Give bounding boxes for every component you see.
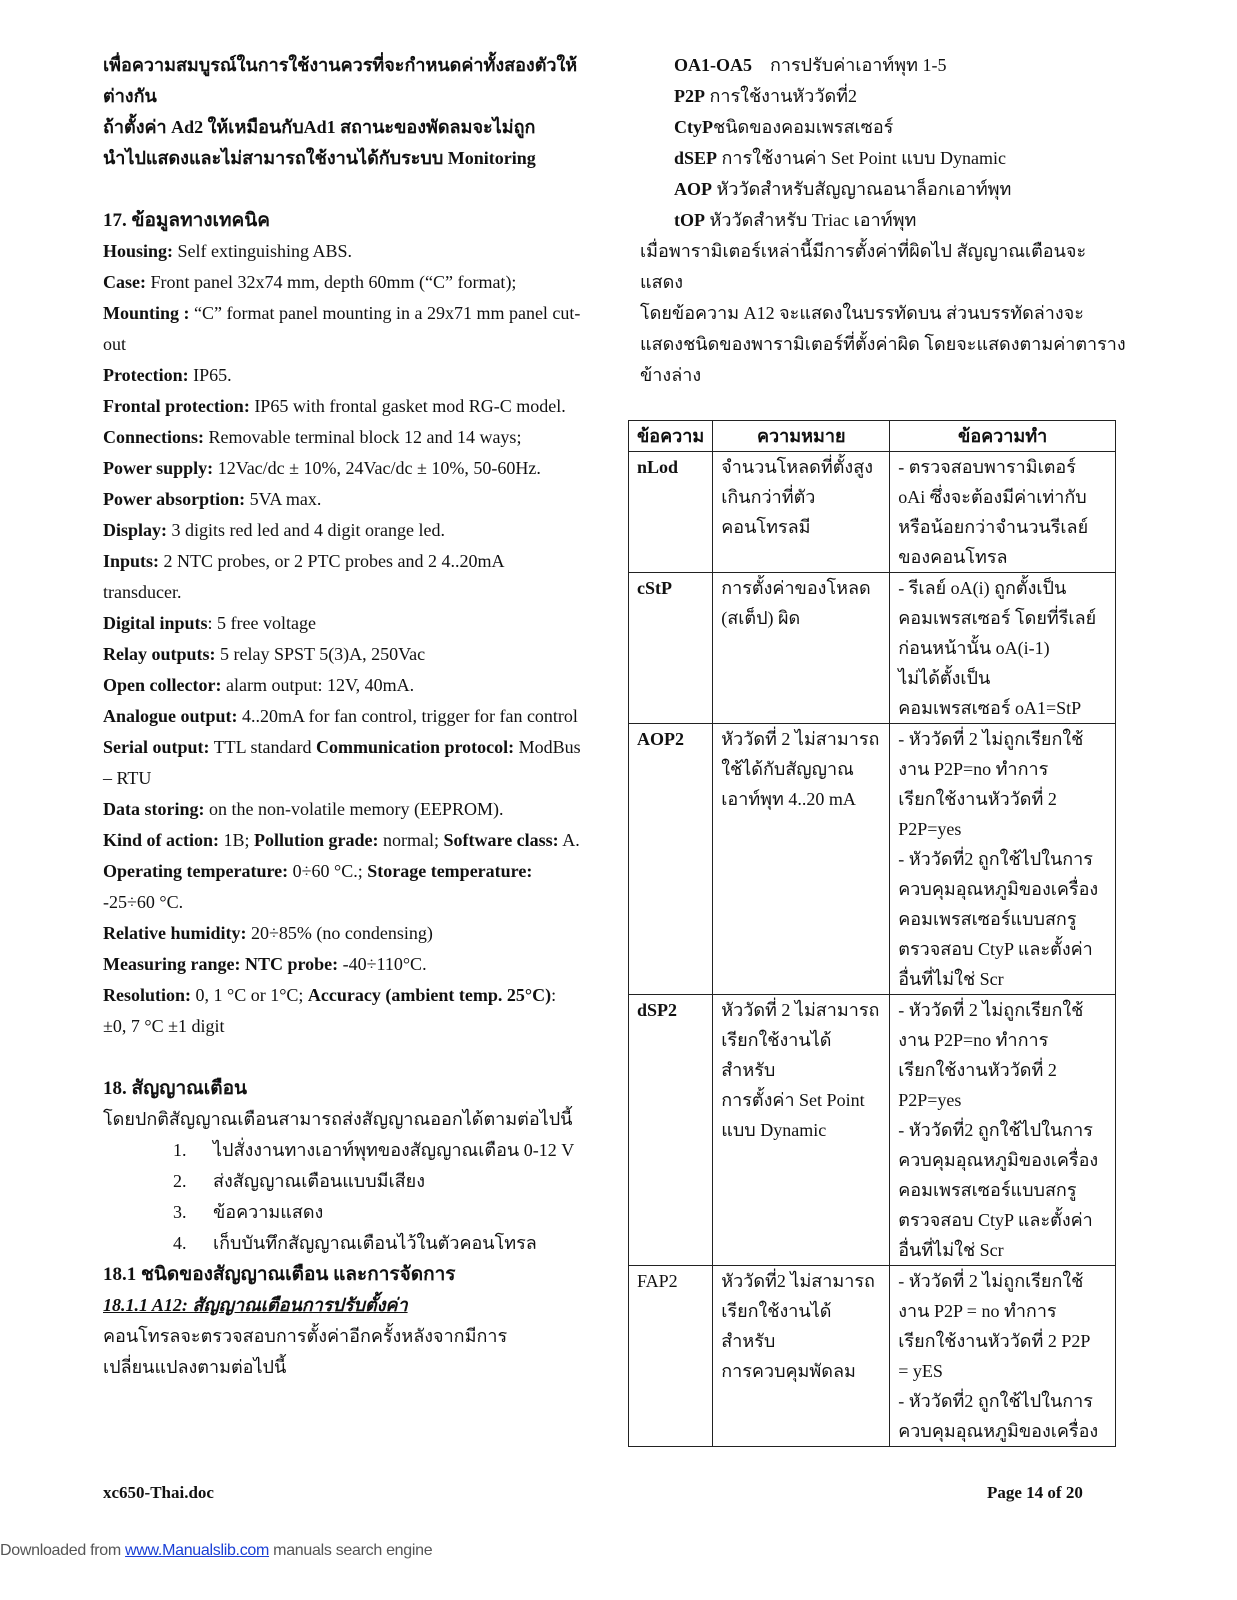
spec-line [103,422,583,453]
parameter-description: การใช้งานหัววัดที่2 [705,86,858,106]
action-line: ตรวจสอบ CtyP และตั้งค่า [898,939,1093,959]
spec-value: 2 NTC probes, or 2 PTC probes and 2 4..20mA transducer. [103,551,504,602]
list-number: 4. [173,1233,187,1253]
spec-label: Resolution: [103,985,192,1005]
description-line: ข้างล่าง [640,365,702,385]
alarm-action [890,724,1116,995]
spec-label: Power absorption: [103,489,246,509]
parameter-code: CtyP [674,117,713,137]
spec-line [103,546,583,608]
parameter-line [640,205,1140,236]
table-row [629,452,1116,573]
alarm-code: nLod [629,452,713,573]
meaning-line: การควบคุมพัดลม [721,1361,856,1381]
download-prefix: Downloaded from [0,1542,126,1559]
parameter-description: การปรับค่าเอาท์พุท 1-5 [752,55,947,75]
spec-label: Housing: [103,241,174,261]
meaning-line: (สเต็ป) ผิด [721,608,801,628]
spec-line [103,794,583,825]
section-18-1-title: 18.1 ชนิดของสัญญาณเตือน และการจัดการ [103,1264,456,1285]
header-action: ข้อความทำ [890,421,1116,452]
spec-label: Digital inputs [103,613,208,633]
spec-line [103,267,583,298]
description-line: แสดง [640,272,684,292]
section-18-intro: โดยปกติสัญญาณเตือนสามารถส่งสัญญาณออกได้ตามต่อไปนี้ [103,1109,573,1129]
right-column [640,50,1140,391]
spec-value: on the non-volatile memory (EEPROM). [204,799,504,819]
intro-line: ต่างกัน [103,86,157,106]
action-line: งาน P2P = no ทำการ [898,1301,1057,1321]
spec-value: Self extinguishing ABS. [173,241,353,261]
spec-value: 0÷60 °C.; [288,861,368,881]
action-line: - หัววัดที่2 ถูกใช้ไปในการ [898,1120,1093,1140]
spec-line [103,515,583,546]
spec-line [103,484,583,515]
meaning-line: เรียกใช้งานได้สำหรับ [721,1030,832,1080]
alarm-code: dSP2 [629,995,713,1266]
spec-label: Display: [103,520,168,540]
parameter-code: OA1-OA5 [674,55,752,75]
spec-line [103,732,583,794]
parameter-code: P2P [674,86,705,106]
action-line: P2P=yes [898,819,962,839]
spec-value: 5 relay SPST 5(3)A, 250Vac [215,644,426,664]
alarm-code: AOP2 [629,724,713,995]
spec-value: ModBus – RTU [103,737,581,788]
spec-label: Case: [103,272,146,292]
parameter-line [640,174,1140,205]
header-meaning: ความหมาย [713,421,890,452]
spec-label: Connections: [103,427,205,447]
action-line: หรือน้อยกว่าจำนวนรีเลย์ [898,517,1089,537]
spec-line [103,453,583,484]
spec-value: IP65 with frontal gasket mod RG-C model. [249,396,566,416]
list-number: 2. [173,1171,187,1191]
manualslib-link[interactable]: www.Manualslib.com [125,1542,270,1559]
list-text: ส่งสัญญาณเตือนแบบมีเสียง [213,1171,425,1191]
spec-value: 4..20mA for fan control, trigger for fan control [237,706,578,726]
action-line: เรียกใช้งานหัววัดที่ 2 [898,789,1057,809]
spec-label: Pollution grade: [254,830,379,850]
meaning-line: เรียกใช้งานได้สำหรับ [721,1301,832,1351]
left-column [103,50,583,1383]
action-line: = yES [898,1361,943,1381]
spec-value: normal; [378,830,444,850]
action-line: - หัววัดที่ 2 ไม่ถูกเรียกใช้ [898,729,1084,749]
spec-label: Analogue output: [103,706,238,726]
alarm-action [890,573,1116,724]
section-18-1-1-text: เปลี่ยนแปลงตามต่อไปนี้ [103,1357,287,1377]
spec-value: 20÷85% (no condensing) [246,923,433,943]
action-line: เรียกใช้งานหัววัดที่ 2 P2P [898,1331,1091,1351]
parameter-list [640,50,1140,236]
spec-label: Relative humidity: [103,923,247,943]
list-item [103,1197,583,1228]
action-line: งาน P2P=no ทำการ [898,1030,1049,1050]
spec-label: Inputs: [103,551,160,571]
spec-line [103,701,583,732]
list-number: 3. [173,1202,187,1222]
list-text: ข้อความแสดง [213,1202,324,1222]
action-line: - หัววัดที่2 ถูกใช้ไปในการ [898,1391,1093,1411]
action-line: ควบคุมอุณหภูมิของเครื่อง [898,879,1099,899]
alarm-action [890,1266,1116,1447]
description-line: แสดงชนิดของพารามิเตอร์ที่ตั้งค่าผิด โดยจะแสดงตามค่าตาราง [640,334,1126,354]
action-line: - หัววัดที่ 2 ไม่ถูกเรียกใช้ [898,1271,1084,1291]
spec-label: Storage temperature: [367,861,533,881]
alarm-code: cStP [629,573,713,724]
spec-value: : ±0, 7 °C ±1 digit [103,985,557,1036]
spec-line [103,856,583,918]
meaning-line: หัววัดที่ 2 ไม่สามารถ [721,729,880,749]
alarm-description [640,236,1140,391]
spec-label: Open collector: [103,675,222,695]
action-line: คอมเพรสเซอร์ โดยที่รีเลย์ [898,608,1097,628]
action-line: - หัววัดที่2 ถูกใช้ไปในการ [898,849,1093,869]
table-row [629,1266,1116,1447]
parameter-description: ชนิดของคอมเพรสเซอร์ [713,117,894,137]
spec-line [103,298,583,360]
download-suffix: manuals search engine [269,1542,433,1559]
spec-label: Frontal protection: [103,396,250,416]
spec-value: TTL standard [209,737,316,757]
spec-label: Measuring range: NTC probe: [103,954,339,974]
alarm-action [890,452,1116,573]
parameter-line [640,112,1140,143]
table-row [629,573,1116,724]
spec-value: : 5 free voltage [207,613,316,633]
spec-value: -40÷110°C. [338,954,427,974]
parameter-line [640,143,1140,174]
alarm-output-list [103,1135,583,1259]
alarm-action [890,995,1116,1266]
intro-line: นำไปแสดงและไม่สามารถใช้งานได้กับระบบ Monitoring [103,148,536,168]
list-text: เก็บบันทึกสัญญาณเตือนไว้ในตัวคอนโทรล [213,1233,537,1253]
spec-label: Kind of action: [103,830,220,850]
parameter-description: หัววัดสำหรับ Triac เอาท์พุท [705,210,917,230]
meaning-line: เกินกว่าที่ตัว [721,487,816,507]
parameter-code: tOP [674,210,705,230]
table-row [629,995,1116,1266]
spec-value: 12Vac/dc ± 10%, 24Vac/dc ± 10%, 50-60Hz. [213,458,541,478]
parameter-code: AOP [674,179,712,199]
parameter-description: การใช้งานค่า Set Point แบบ Dynamic [717,148,1007,168]
alarm-meaning [713,995,890,1266]
spec-label: Power supply: [103,458,214,478]
list-text: ไปสั่งงานทางเอาท์พุทของสัญญาณเตือน 0-12 V [213,1140,575,1160]
footer-page-number: Page 14 of 20 [987,1483,1083,1502]
intro-line: ถ้าตั้งค่า Ad2 ให้เหมือนกับAd1 สถานะของพัดลมจะไม่ถูก [103,117,536,137]
spec-line [103,360,583,391]
action-line: คอมเพรสเซอร์ oA1=StP [898,698,1082,718]
spec-label: Accuracy (ambient temp. 25°C) [307,985,552,1005]
spec-value: -25÷60 °C. [103,892,184,912]
action-line: ควบคุมอุณหภูมิของเครื่อง [898,1421,1099,1441]
action-line: งาน P2P=no ทำการ [898,759,1049,779]
action-line: ไม่ได้ตั้งเป็น [898,668,991,688]
download-banner [0,1542,432,1560]
alarm-meaning [713,1266,890,1447]
spec-label: Relay outputs: [103,644,216,664]
spec-line [103,236,583,267]
alarm-meaning [713,452,890,573]
action-line: - ตรวจสอบพารามิเตอร์ [898,457,1076,477]
parameter-line [640,81,1140,112]
table-row [629,724,1116,995]
meaning-line: ใช้ได้กับสัญญาณ [721,759,854,779]
spec-value: IP65. [188,365,232,385]
action-line: ก่อนหน้านั้น oA(i-1) [898,638,1050,658]
section-18-title: 18. สัญญาณเตือน [103,1078,248,1099]
spec-value: Front panel 32x74 mm, depth 60mm (“C” format); [146,272,517,292]
spec-line [103,949,583,980]
spec-value: 5VA max. [245,489,322,509]
action-line: เรียกใช้งานหัววัดที่ 2 [898,1060,1057,1080]
action-line: อื่นที่ไม่ใช่ Scr [898,969,1004,989]
footer-filename: xc650-Thai.doc [103,1483,214,1502]
spec-value: 1B; [219,830,255,850]
spec-value: 3 digits red led and 4 digit orange led. [167,520,445,540]
alarm-meaning [713,573,890,724]
spec-label: Operating temperature: [103,861,289,881]
spec-value: Removable terminal block 12 and 14 ways; [204,427,522,447]
spec-line [103,825,583,856]
parameter-code: dSEP [674,148,718,168]
list-item [103,1135,583,1166]
meaning-line: การตั้งค่า Set Point [721,1090,865,1110]
meaning-line: หัววัดที่2 ไม่สามารถ [721,1271,875,1291]
header-message: ข้อความ [629,421,713,452]
meaning-line: เอาท์พุท 4..20 mA [721,789,856,809]
action-line: ของคอนโทรล [898,547,1008,567]
intro-line: เพื่อความสมบูรณ์ในการใช้งานควรที่จะกำหนดค่าทั้งสองตัวให้ [103,55,578,75]
table-header-row [629,421,1116,452]
action-line: ตรวจสอบ CtyP และตั้งค่า [898,1210,1093,1230]
section-18-1-1-title: 18.1.1 A12: สัญญาณเตือนการปรับตั้งค่า [103,1295,408,1315]
action-line: P2P=yes [898,1090,962,1110]
action-line: คอมเพรสเซอร์แบบสกรู [898,1180,1077,1200]
parameter-description: หัววัดสำหรับสัญญาณอนาล็อกเอาท์พุท [712,179,1012,199]
spec-value: A. [558,830,580,850]
spec-line [103,980,583,1042]
spec-line [103,608,583,639]
section-18-1-1-text: คอนโทรลจะตรวจสอบการตั้งค่าอีกครั้งหลังจากมีการ [103,1326,508,1346]
spec-line [103,639,583,670]
spec-line [103,391,583,422]
spec-label: Protection: [103,365,189,385]
description-line: โดยข้อความ A12 จะแสดงในบรรทัดบน ส่วนบรรทัดล่างจะ [640,303,1084,323]
spec-value: “C” format panel mounting in a 29x71 mm panel cut-out [103,303,581,354]
spec-list [103,236,583,1042]
alarm-meaning [713,724,890,995]
action-line: อื่นที่ไม่ใช่ Scr [898,1240,1004,1260]
spec-value: 0, 1 °C or 1°C; [191,985,308,1005]
list-item [103,1228,583,1259]
list-item [103,1166,583,1197]
meaning-line: จำนวนโหลดที่ตั้งสูง [721,457,873,477]
action-line: - หัววัดที่ 2 ไม่ถูกเรียกใช้ [898,1000,1084,1020]
action-line: ควบคุมอุณหภูมิของเครื่อง [898,1150,1099,1170]
meaning-line: การตั้งค่าของโหลด [721,578,871,598]
alarm-code: FAP2 [629,1266,713,1447]
parameter-line [640,50,1140,81]
spec-label: Serial output: [103,737,210,757]
action-line: คอมเพรสเซอร์แบบสกรู [898,909,1077,929]
spec-line [103,918,583,949]
spec-label: Data storing: [103,799,205,819]
meaning-line: คอนโทรลมี [721,517,811,537]
spec-label: Communication protocol: [316,737,515,757]
spec-label: Software class: [443,830,559,850]
spec-value: alarm output: 12V, 40mA. [221,675,415,695]
list-number: 1. [173,1140,187,1160]
section-17-title: 17. ข้อมูลทางเทคนิค [103,210,270,231]
action-line: - รีเลย์ oA(i) ถูกตั้งเป็น [898,578,1067,598]
spec-label: Mounting : [103,303,190,323]
meaning-line: หัววัดที่ 2 ไม่สามารถ [721,1000,880,1020]
alarm-table [628,420,1116,1447]
action-line: oAi ซึ่งจะต้องมีค่าเท่ากับ [898,487,1087,507]
description-line: เมื่อพารามิเตอร์เหล่านี้มีการตั้งค่าที่ผิดไป สัญญาณเตือนจะ [640,241,1087,261]
meaning-line: แบบ Dynamic [721,1120,827,1140]
intro-block [103,50,583,174]
spec-line [103,670,583,701]
